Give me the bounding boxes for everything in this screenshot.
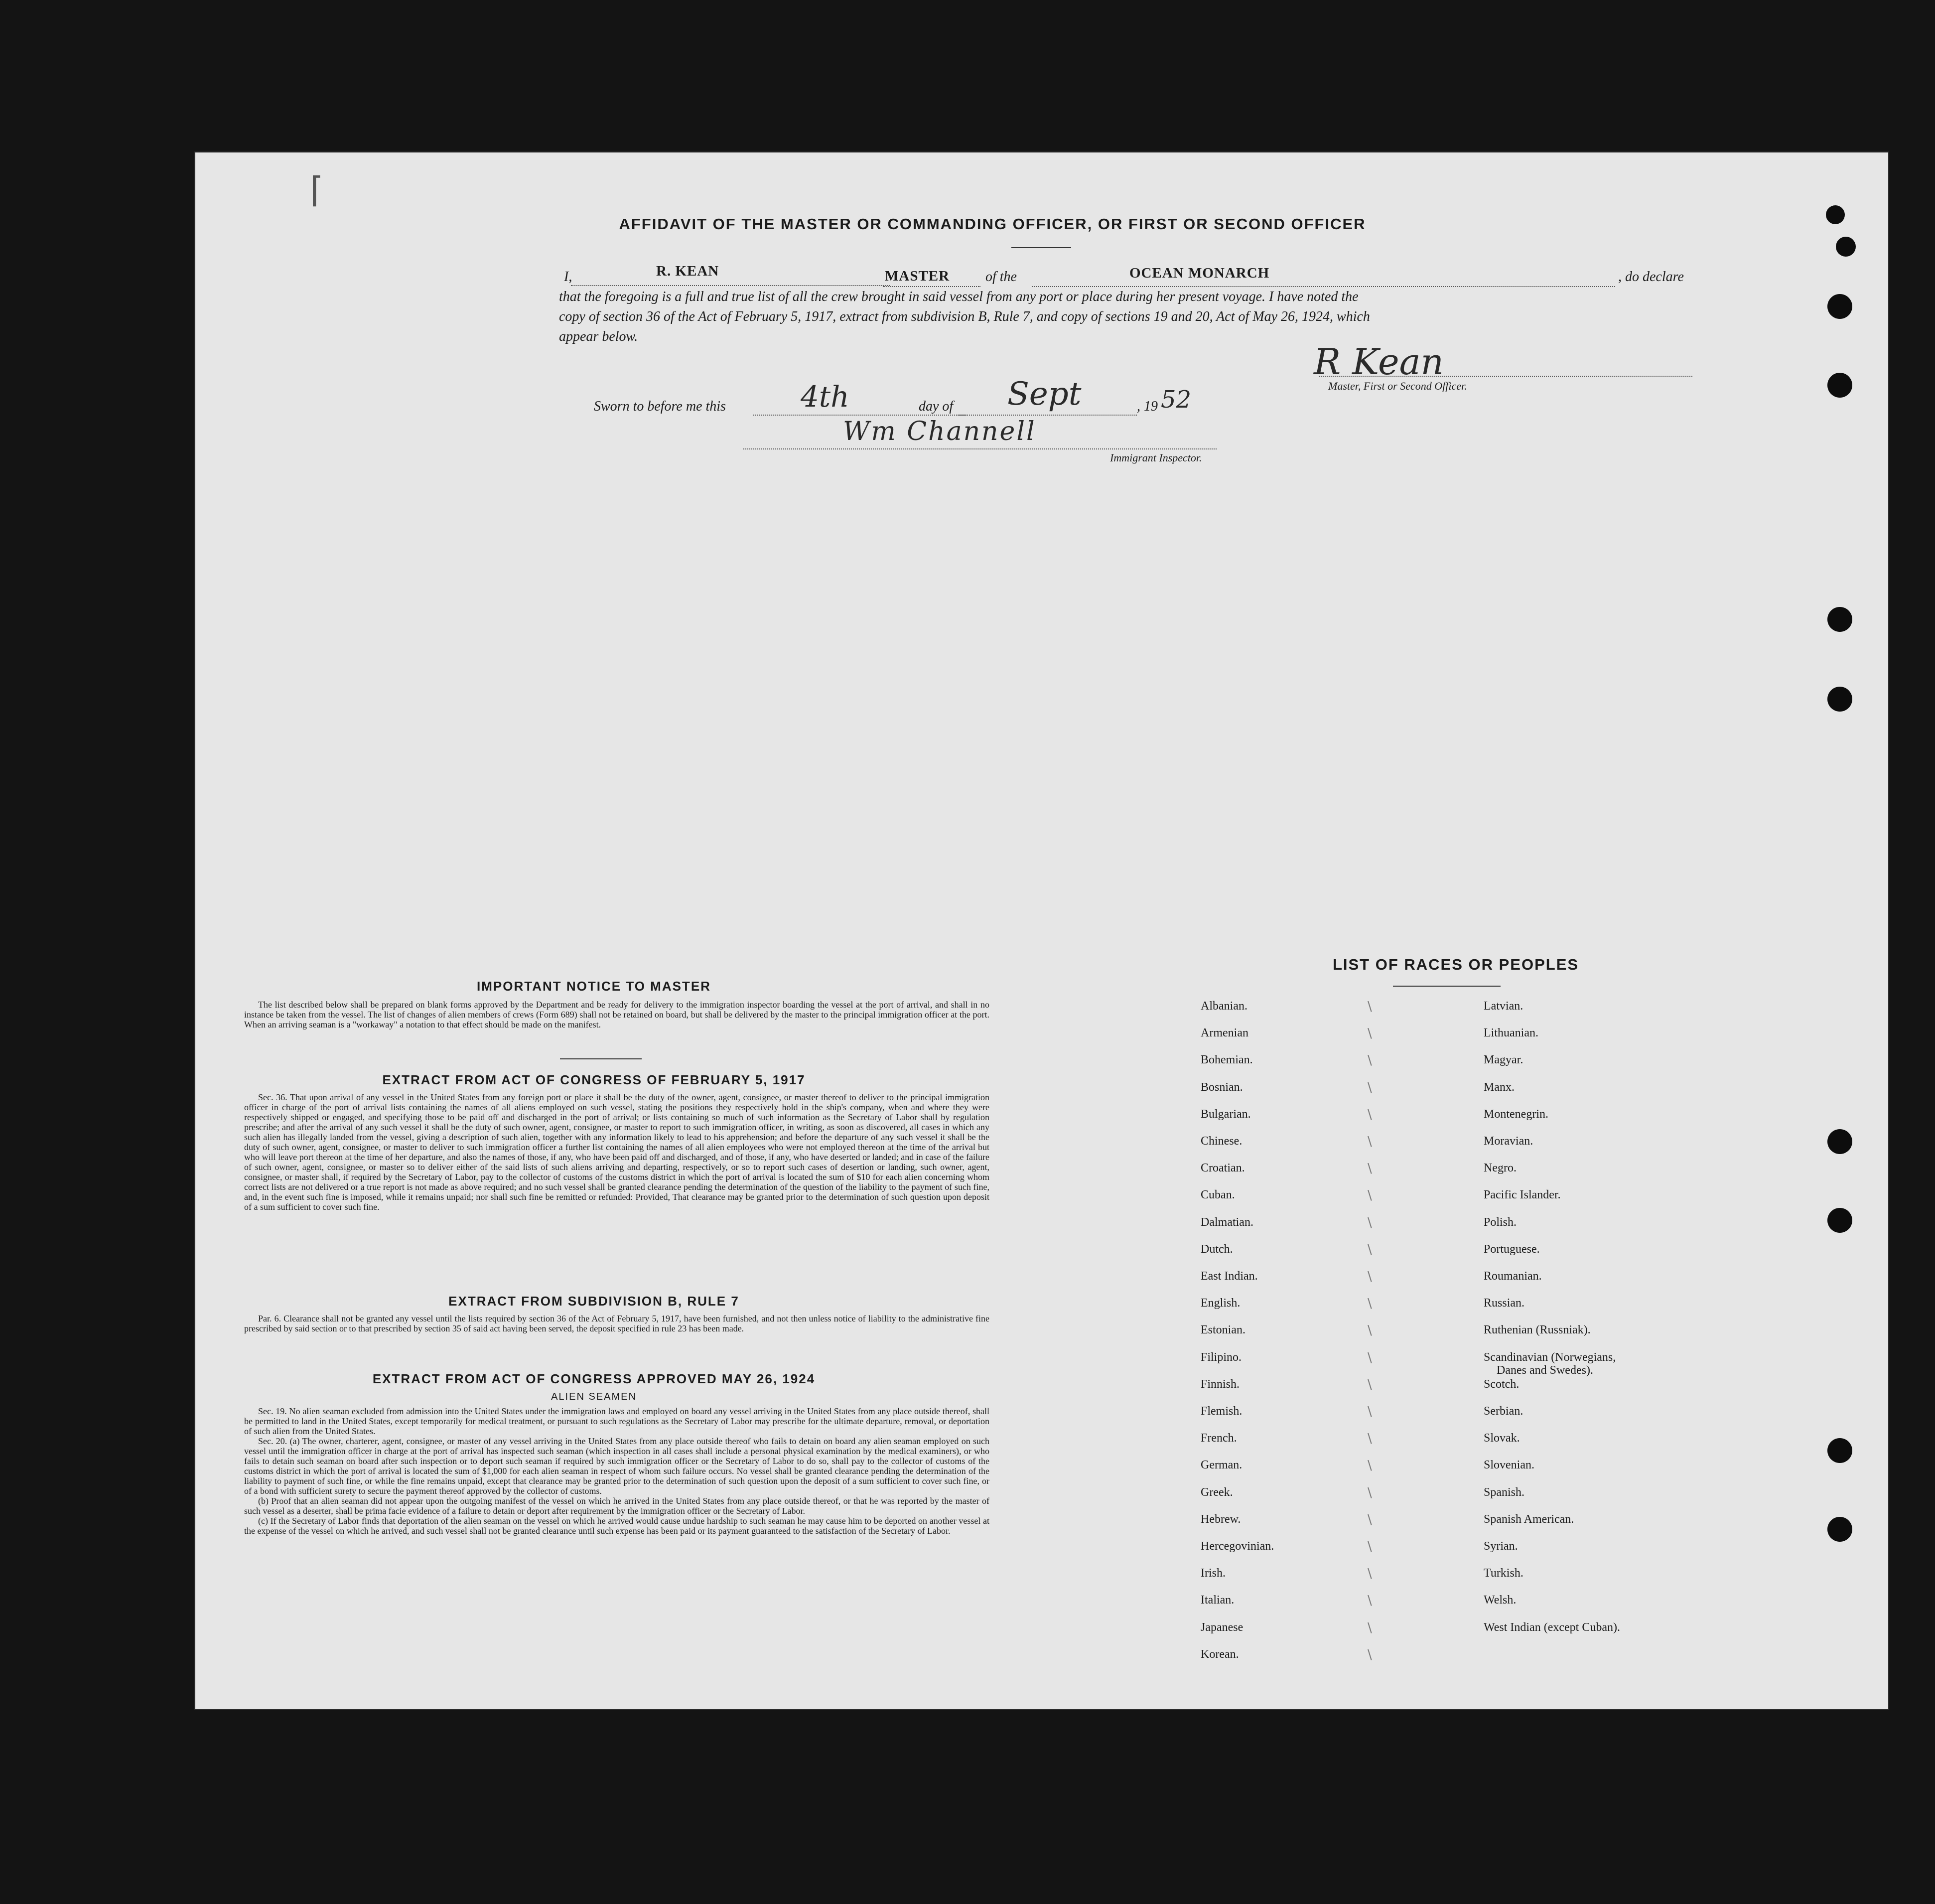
- race-item: Chinese.: [1201, 1135, 1243, 1148]
- race-item: Finnish.: [1201, 1377, 1240, 1391]
- tick-mark: ∖: [1365, 1242, 1374, 1257]
- tick-mark: ∖: [1365, 1459, 1374, 1473]
- inspector-label: Immigrant Inspector.: [1110, 451, 1202, 464]
- master-name: R. KEAN: [656, 263, 719, 279]
- race-item: Bulgarian.: [1201, 1107, 1251, 1121]
- race-item: Italian.: [1201, 1594, 1235, 1607]
- tick-mark: ∖: [1365, 1405, 1374, 1419]
- tick-mark: ∖: [1365, 1080, 1374, 1095]
- punch-hole: [1827, 1517, 1852, 1542]
- race-item: Ruthenian (Russniak).: [1484, 1323, 1591, 1337]
- race-item: Slovenian.: [1484, 1459, 1534, 1472]
- rule7-paragraph: Par. 6. Clearance shall not be granted any vessel until the lists required by section 36 of the Act of February 5, 1917, have been furnished, and not then unless notice of liability to the administrative fine prescribed by said section or to that prescribed by section 35 of said act having been served, the deposit specified in rule 23 has been made.: [244, 1314, 989, 1333]
- document-page: [195, 152, 1888, 1709]
- rank: MASTER: [885, 268, 950, 284]
- sec20c-paragraph: (c) If the Secretary of Labor finds that deportation of the alien seaman on the vessel on which he arrived would cause undue hardship to such seaman he may cause him to be deported on another vessel at the expense of the vessel on which he arrived, and such vessel shall not be granted clearance until such expense has been paid or its payment guaranteed to the satisfaction of the Secretary of Labor.: [244, 1516, 989, 1536]
- tick-mark: ∖: [1365, 1647, 1374, 1662]
- vessel-name: OCEAN MONARCH: [1129, 265, 1270, 281]
- sec20b-paragraph: (b) Proof that an alien seaman did not appear upon the outgoing manifest of the vessel on which he arrived in the United States from any place outside thereof, or that he was reported by the master of such vessel as a deserter, shall be prima facie evidence of a failure to detain or deport after requirement by the immigration officer or the Secretary of Labor.: [244, 1496, 989, 1516]
- tick-mark: ∖: [1365, 1162, 1374, 1176]
- punch-hole: [1827, 1129, 1852, 1154]
- tick-mark: ∖: [1365, 1594, 1374, 1609]
- race-item: Dalmatian.: [1201, 1215, 1253, 1229]
- tick-mark: ∖: [1365, 1026, 1374, 1041]
- race-item: Latvian.: [1484, 1000, 1523, 1013]
- notice-divider: [560, 1058, 642, 1059]
- tick-mark: ∖: [1365, 1620, 1374, 1635]
- race-item: Roumanian.: [1484, 1270, 1542, 1283]
- master-signature: R Kean: [1314, 341, 1444, 383]
- affidavit-title: AFFIDAVIT OF THE MASTER OR COMMANDING OFFICER, OR FIRST OR SECOND OFFICER: [619, 215, 1366, 233]
- rule7-text: [244, 1314, 989, 1333]
- sworn-year: 52: [1161, 386, 1192, 414]
- sworn-day: 4th: [801, 380, 849, 414]
- day-of-label: day of: [919, 399, 954, 414]
- race-item: Spanish.: [1484, 1485, 1525, 1499]
- race-item: Hebrew.: [1201, 1512, 1241, 1526]
- tick-mark: ∖: [1365, 1540, 1374, 1554]
- race-item: Cuban.: [1201, 1188, 1235, 1202]
- punch-hole: [1827, 1208, 1852, 1233]
- tick-mark: ∖: [1365, 1000, 1374, 1014]
- race-item: Spanish American.: [1484, 1512, 1574, 1526]
- tick-mark: ∖: [1365, 1323, 1374, 1338]
- race-item: Japanese: [1201, 1620, 1244, 1634]
- tick-mark: ∖: [1365, 1567, 1374, 1582]
- title-divider: [1011, 247, 1071, 248]
- punch-hole: [1826, 205, 1845, 224]
- race-item: Turkish.: [1484, 1567, 1523, 1580]
- race-item: Scotch.: [1484, 1377, 1520, 1391]
- punch-hole: [1827, 294, 1852, 319]
- tick-mark: ∖: [1365, 1297, 1374, 1312]
- affidavit-line3: copy of section 36 of the Act of February 5, 1917, extract from subdivision B, Rule 7, and copy of sections 19 and 20, Act of May 26, 1924, which: [559, 309, 1370, 324]
- race-item: Greek.: [1201, 1485, 1233, 1499]
- race-item: Lithuanian.: [1484, 1026, 1538, 1040]
- punch-hole: [1827, 687, 1852, 712]
- month-line: [958, 415, 1137, 416]
- master-signature-label: Master, First or Second Officer.: [1328, 380, 1467, 392]
- races-title: LIST OF RACES OR PEOPLES: [1332, 956, 1579, 973]
- inspector-signature: Wm Channell: [843, 417, 1036, 446]
- race-item: Armenian: [1201, 1026, 1248, 1040]
- extract-1924-title: EXTRACT FROM ACT OF CONGRESS APPROVED MAY 26, 1924: [372, 1371, 816, 1386]
- race-item: Magyar.: [1484, 1053, 1523, 1067]
- affidavit-line4: appear below.: [559, 329, 638, 344]
- tick-mark: ∖: [1365, 1485, 1374, 1500]
- race-item: Manx.: [1484, 1080, 1515, 1094]
- punch-hole: [1836, 237, 1856, 257]
- race-item-continued: Danes and Swedes).: [1497, 1363, 1593, 1377]
- do-declare-label: , do declare: [1618, 269, 1684, 285]
- race-item: Syrian.: [1484, 1540, 1518, 1553]
- race-item: Serbian.: [1484, 1405, 1523, 1418]
- tick-mark: ∖: [1365, 1377, 1374, 1392]
- race-item: Polish.: [1484, 1215, 1517, 1229]
- race-item: Filipino.: [1201, 1350, 1242, 1364]
- alien-seamen-subtitle: ALIEN SEAMEN: [551, 1391, 637, 1402]
- race-item: Dutch.: [1201, 1242, 1233, 1256]
- race-item: Korean.: [1201, 1647, 1239, 1661]
- race-item: Croatian.: [1201, 1162, 1245, 1175]
- sec19-paragraph: Sec. 19. No alien seaman excluded from admission into the United States under the immigration laws and employed on board any vessel arriving in the United States from any place outside thereof, shall be permitted to land in the United States, except temporarily for medical treatment, or pursuant to such regulations as the Secretary of Labor may prescribe for the ultimate departure, removal, or deportation of such alien from the United States.: [244, 1406, 989, 1436]
- tick-mark: ∖: [1365, 1135, 1374, 1149]
- extract-1917-title: EXTRACT FROM ACT OF CONGRESS OF FEBRUARY 5, 1917: [382, 1072, 806, 1087]
- race-item: West Indian (except Cuban).: [1484, 1620, 1620, 1634]
- race-item: Russian.: [1484, 1297, 1525, 1310]
- race-item: East Indian.: [1201, 1270, 1258, 1283]
- master-name-line: [571, 285, 890, 286]
- of-the-label: of the: [985, 269, 1017, 285]
- race-item: English.: [1201, 1297, 1241, 1310]
- extract-1924-text: [244, 1406, 989, 1536]
- punch-hole: [1827, 607, 1852, 632]
- race-item: Welsh.: [1484, 1594, 1517, 1607]
- notice-text: [244, 1000, 989, 1029]
- sworn-month: Sept: [1007, 376, 1082, 413]
- tick-mark: ∖: [1365, 1188, 1374, 1203]
- race-item: Slovak.: [1484, 1432, 1520, 1445]
- notice-paragraph: The list described below shall be prepared on blank forms approved by the Department and be ready for delivery to the immigration inspector boarding the vessel at the port of arrival, and shall in no instance be taken from the vessel. The list of changes of alien members of crews (Form 689) shall not be retained on board, but shall be delivered by the master to the principal immigration officer at the port. When an arriving seaman is a "workaway" a notation to that effect should be made on the manifest.: [244, 1000, 989, 1029]
- rule7-title: EXTRACT FROM SUBDIVISION B, RULE 7: [448, 1294, 739, 1309]
- sec20a-paragraph: Sec. 20. (a) The owner, charterer, agent, consignee, or master of any vessel arriving in the United States from any place outside thereof who fails to detain on board any alien seaman employed on such vessel until the immigration officer in charge at the port of arrival has inspected such seaman (which inspection in all cases shall include a personal physical examination by the medical examiners), or who fails to detain such seaman on board after such inspection or to deport such seaman if required by such immigration officer or the Secretary of Labor to do so, shall pay to the collector of customs of the customs district in which the port of arrival is located the sum of $1,000 for each alien seaman in respect of whom such failure occurs. No vessel shall be granted clearance pending the determination of the liability to payment of such fine, or while the fine remains unpaid, except that clearance may be granted prior to the determination of such question upon the deposit of a sum sufficient to cover such fine, or of a bond with sufficient surety to secure the payment thereof approved by the collector of customs.: [244, 1436, 989, 1496]
- sworn-label: Sworn to before me this: [594, 399, 726, 414]
- race-item: Pacific Islander.: [1484, 1188, 1561, 1202]
- corner-mark: ⌈: [310, 171, 324, 210]
- tick-mark: ∖: [1365, 1512, 1374, 1527]
- tick-mark: ∖: [1365, 1215, 1374, 1230]
- extract-1917-text: [244, 1092, 989, 1212]
- tick-mark: ∖: [1365, 1432, 1374, 1447]
- race-item: Hercegovinian.: [1201, 1540, 1274, 1553]
- race-item: Portuguese.: [1484, 1242, 1540, 1256]
- race-item: Bosnian.: [1201, 1080, 1243, 1094]
- race-item: Estonian.: [1201, 1323, 1245, 1337]
- race-item: German.: [1201, 1459, 1243, 1472]
- tick-mark: ∖: [1365, 1270, 1374, 1284]
- punch-hole: [1827, 1438, 1852, 1463]
- notice-title: IMPORTANT NOTICE TO MASTER: [477, 979, 711, 994]
- year-label: , 19: [1137, 399, 1158, 414]
- tick-mark: ∖: [1365, 1350, 1374, 1365]
- affidavit-line2: that the foregoing is a full and true list of all the crew brought in said vessel from any port or place during her present voyage. I have noted the: [559, 289, 1359, 304]
- race-item: Moravian.: [1484, 1135, 1533, 1148]
- inspector-line: [743, 448, 1217, 449]
- races-divider: [1393, 986, 1501, 987]
- punch-hole: [1827, 373, 1852, 398]
- race-item: French.: [1201, 1432, 1237, 1445]
- race-item: Bohemian.: [1201, 1053, 1253, 1067]
- race-item: Negro.: [1484, 1162, 1517, 1175]
- race-item: Irish.: [1201, 1567, 1226, 1580]
- race-item: Scandinavian (Norwegians,: [1484, 1350, 1616, 1364]
- race-item: Montenegrin.: [1484, 1107, 1548, 1121]
- sec36-paragraph: Sec. 36. That upon arrival of any vessel in the United States from any foreign port or place it shall be the duty of the owner, agent, consignee, or master thereof to deliver to the principal immigration officer in charge of the port of arrival lists containing the names of all aliens employed on such vessel, stating the positions they respectively hold in the ship's company, when and where they were respectively shipped or engaged, and specifying those to be paid off and discharged in the port of arrival; or lists containing so much of such information as the Secretary of Labor shall by regulation prescribe; and after the arrival of any such vessel it shall be the duty of such owner, agent, consignee, or master to report to such immigration officer, in writing, as soon as discovered, all cases in which any such alien has illegally landed from the vessel, giving a description of such alien, together with any information likely to lead to his apprehension; and before the departure of any such vessel it shall be the duty of such owner, agent, consignee, or master to deliver to such immigration officer a further list containing the names of all alien employees who were not employed thereon at the time of the arrival but who will leave port thereon at the time of her departure, and also the names of those, if any, who have been paid off and discharged, and of those, if any, who have deserted or landed; and in case of the failure of such owner, agent, consignee, or master so to deliver either of the said lists of such aliens arriving and departing, respectively, or so to report such cases of desertion or landing, such owner, agent, consignee, or master shall, if required by the Secretary of Labor, pay to the collector of customs of the customs district in which the port of arrival is located the sum of $10 for each alien concerning whom correct lists are not delivered or a true report is not made as above required; and no such vessel shall be granted clearance pending the determination of the question of the liability to the payment of such fine, and, in the event such fine is imposed, while it remains unpaid; nor shall such fine be remitted or refunded: Provided, That clearance may be granted prior to the determination of such question upon deposit of a sum sufficient to cover such fine.: [244, 1092, 989, 1212]
- tick-mark: ∖: [1365, 1107, 1374, 1122]
- race-item: Albanian.: [1201, 1000, 1247, 1013]
- race-item: Flemish.: [1201, 1405, 1243, 1418]
- affidavit-i: I,: [564, 269, 572, 285]
- tick-mark: ∖: [1365, 1053, 1374, 1068]
